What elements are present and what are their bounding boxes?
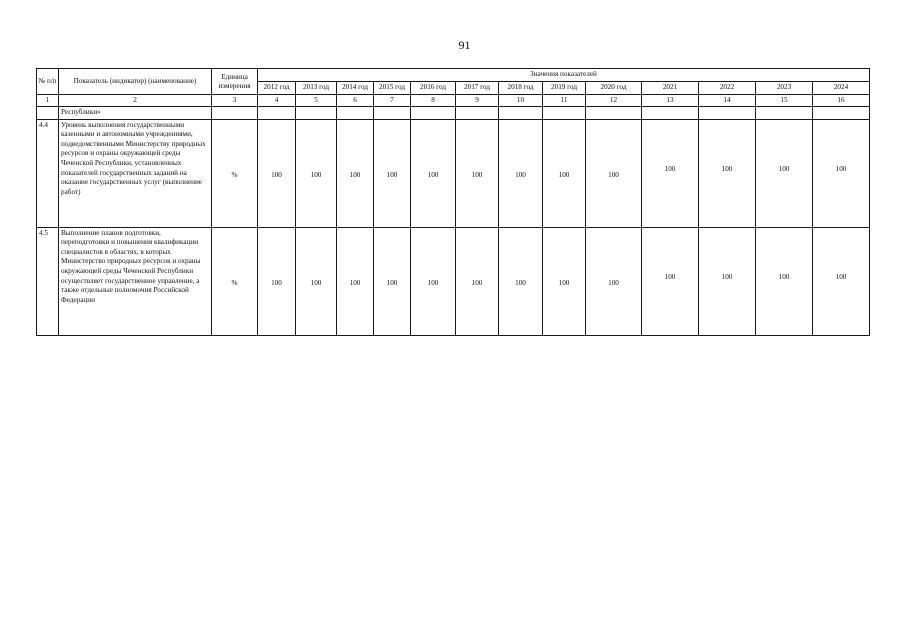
- year-header: 2013 год: [296, 82, 337, 95]
- table-row: [37, 107, 870, 120]
- row-value: [642, 107, 699, 120]
- row-value: [699, 107, 756, 120]
- row-indicator: Республики»: [59, 107, 212, 120]
- indicators-table: [36, 68, 870, 336]
- column-number: 12: [586, 95, 642, 107]
- table-row: [37, 119, 870, 227]
- year-header: 2016 год: [411, 82, 456, 95]
- column-number: 3: [212, 95, 258, 107]
- column-number: 4: [258, 95, 296, 107]
- column-number: 5: [296, 95, 337, 107]
- row-value: 100: [586, 227, 642, 335]
- year-header: 2019 год: [543, 82, 586, 95]
- row-value: 100: [813, 119, 870, 227]
- row-value: 100: [543, 119, 586, 227]
- header-indicator: Показатель (индикатор) (наименование): [59, 69, 212, 95]
- row-value: 100: [499, 227, 543, 335]
- header-values-group: Значения показателей: [258, 69, 870, 82]
- column-number: 1: [37, 95, 59, 107]
- row-value: 100: [456, 119, 499, 227]
- row-value: 100: [586, 119, 642, 227]
- column-number: 15: [756, 95, 813, 107]
- row-value: 100: [296, 227, 337, 335]
- year-header: 2015 год: [374, 82, 411, 95]
- column-number: 16: [813, 95, 870, 107]
- row-value: 100: [411, 119, 456, 227]
- row-value: 100: [642, 227, 699, 335]
- header-num: № п/п: [37, 69, 59, 95]
- row-value: [374, 107, 411, 120]
- row-value: 100: [699, 227, 756, 335]
- column-number: 7: [374, 95, 411, 107]
- column-number: 6: [337, 95, 374, 107]
- header-row-1: [37, 69, 870, 82]
- row-value: 100: [756, 227, 813, 335]
- row-value: [543, 107, 586, 120]
- row-value: 100: [258, 227, 296, 335]
- column-numbers-row: [37, 95, 870, 107]
- column-number: 13: [642, 95, 699, 107]
- row-number: 4.4: [37, 119, 59, 227]
- year-header: 2024: [813, 82, 870, 95]
- row-value: 100: [374, 119, 411, 227]
- table-row: [37, 227, 870, 335]
- column-number: 2: [59, 95, 212, 107]
- page-number: 91: [458, 38, 471, 52]
- row-value: 100: [642, 119, 699, 227]
- year-header: 2020 год: [586, 82, 642, 95]
- year-header: 2021: [642, 82, 699, 95]
- row-value: 100: [258, 119, 296, 227]
- row-value: 100: [296, 119, 337, 227]
- row-value: [258, 107, 296, 120]
- row-value: [813, 107, 870, 120]
- year-header: 2012 год: [258, 82, 296, 95]
- row-value: [411, 107, 456, 120]
- row-unit: %: [212, 119, 258, 227]
- header-unit: Единица измерения: [212, 69, 258, 95]
- row-value: 100: [699, 119, 756, 227]
- column-number: 9: [456, 95, 499, 107]
- row-value: 100: [374, 227, 411, 335]
- row-value: 100: [543, 227, 586, 335]
- row-value: 100: [337, 227, 374, 335]
- row-value: 100: [756, 119, 813, 227]
- row-indicator: Выполнение планов подготовки, переподготовки и повышения квалификации специалистов в областях, в которых Министерство природных ресурсов и охраны окружающей среды Чеченской Республики осуществляет государственное управление, а также отдельные полномочия Российской Федерации: [59, 227, 212, 335]
- row-value: 100: [813, 227, 870, 335]
- column-number: 14: [699, 95, 756, 107]
- row-number: 4.5: [37, 227, 59, 335]
- column-number: 11: [543, 95, 586, 107]
- row-value: 100: [337, 119, 374, 227]
- row-value: [337, 107, 374, 120]
- row-value: 100: [411, 227, 456, 335]
- column-number: 8: [411, 95, 456, 107]
- row-value: [296, 107, 337, 120]
- year-header: 2023: [756, 82, 813, 95]
- row-value: 100: [456, 227, 499, 335]
- row-value: [586, 107, 642, 120]
- row-unit: [212, 107, 258, 120]
- column-number: 10: [499, 95, 543, 107]
- year-header: 2017 год: [456, 82, 499, 95]
- year-header: 2014 год: [337, 82, 374, 95]
- row-indicator: Уровень выполнения государственными казенными и автономными учреждениями, подведомственными Министерству природных ресурсов и охраны окружающей среды Чеченской Республики, установленных показателей государственных заданий на оказание государственных услуг (выполнение работ): [59, 119, 212, 227]
- row-value: [499, 107, 543, 120]
- row-number: [37, 107, 59, 120]
- year-header: 2022: [699, 82, 756, 95]
- row-value: 100: [499, 119, 543, 227]
- row-unit: %: [212, 227, 258, 335]
- row-value: [756, 107, 813, 120]
- year-header: 2018 год: [499, 82, 543, 95]
- row-value: [456, 107, 499, 120]
